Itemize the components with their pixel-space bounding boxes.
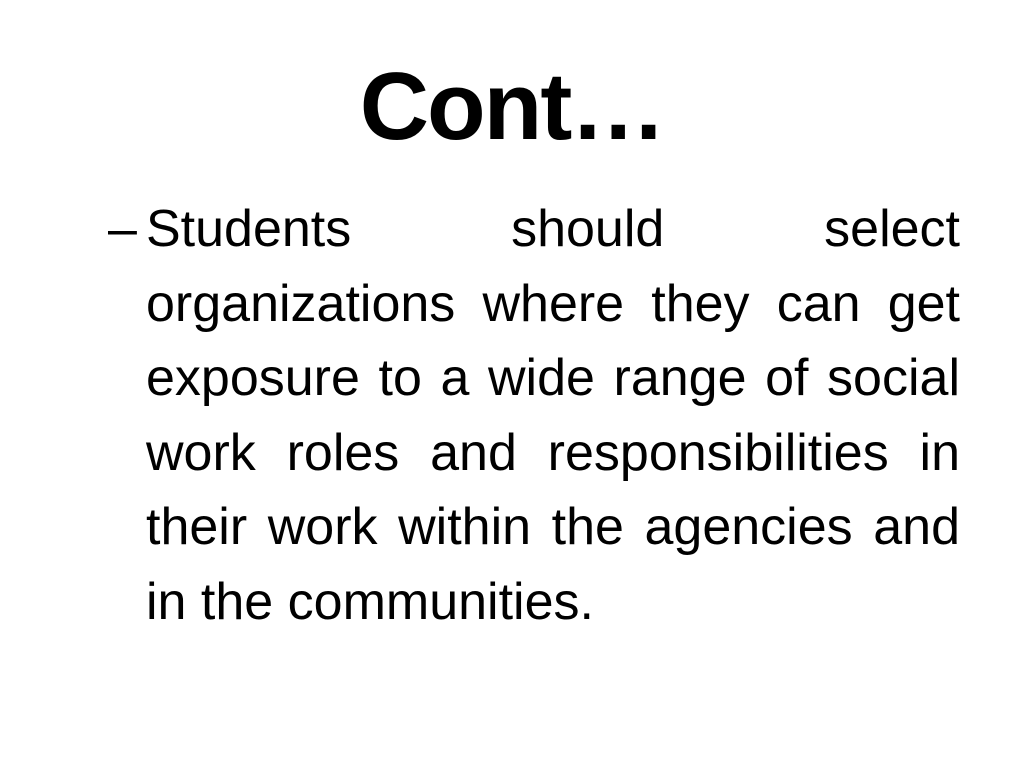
bullet-item bbox=[108, 192, 960, 639]
bullet-text: Students should select organizations where they can get exposure to a wide range of social work roles and responsibilities in their work within the agencies and in the communities. bbox=[146, 200, 960, 631]
dash-bullet-icon: – bbox=[108, 200, 137, 258]
slide-title: Cont… bbox=[359, 53, 665, 160]
bullet-list bbox=[108, 192, 960, 639]
